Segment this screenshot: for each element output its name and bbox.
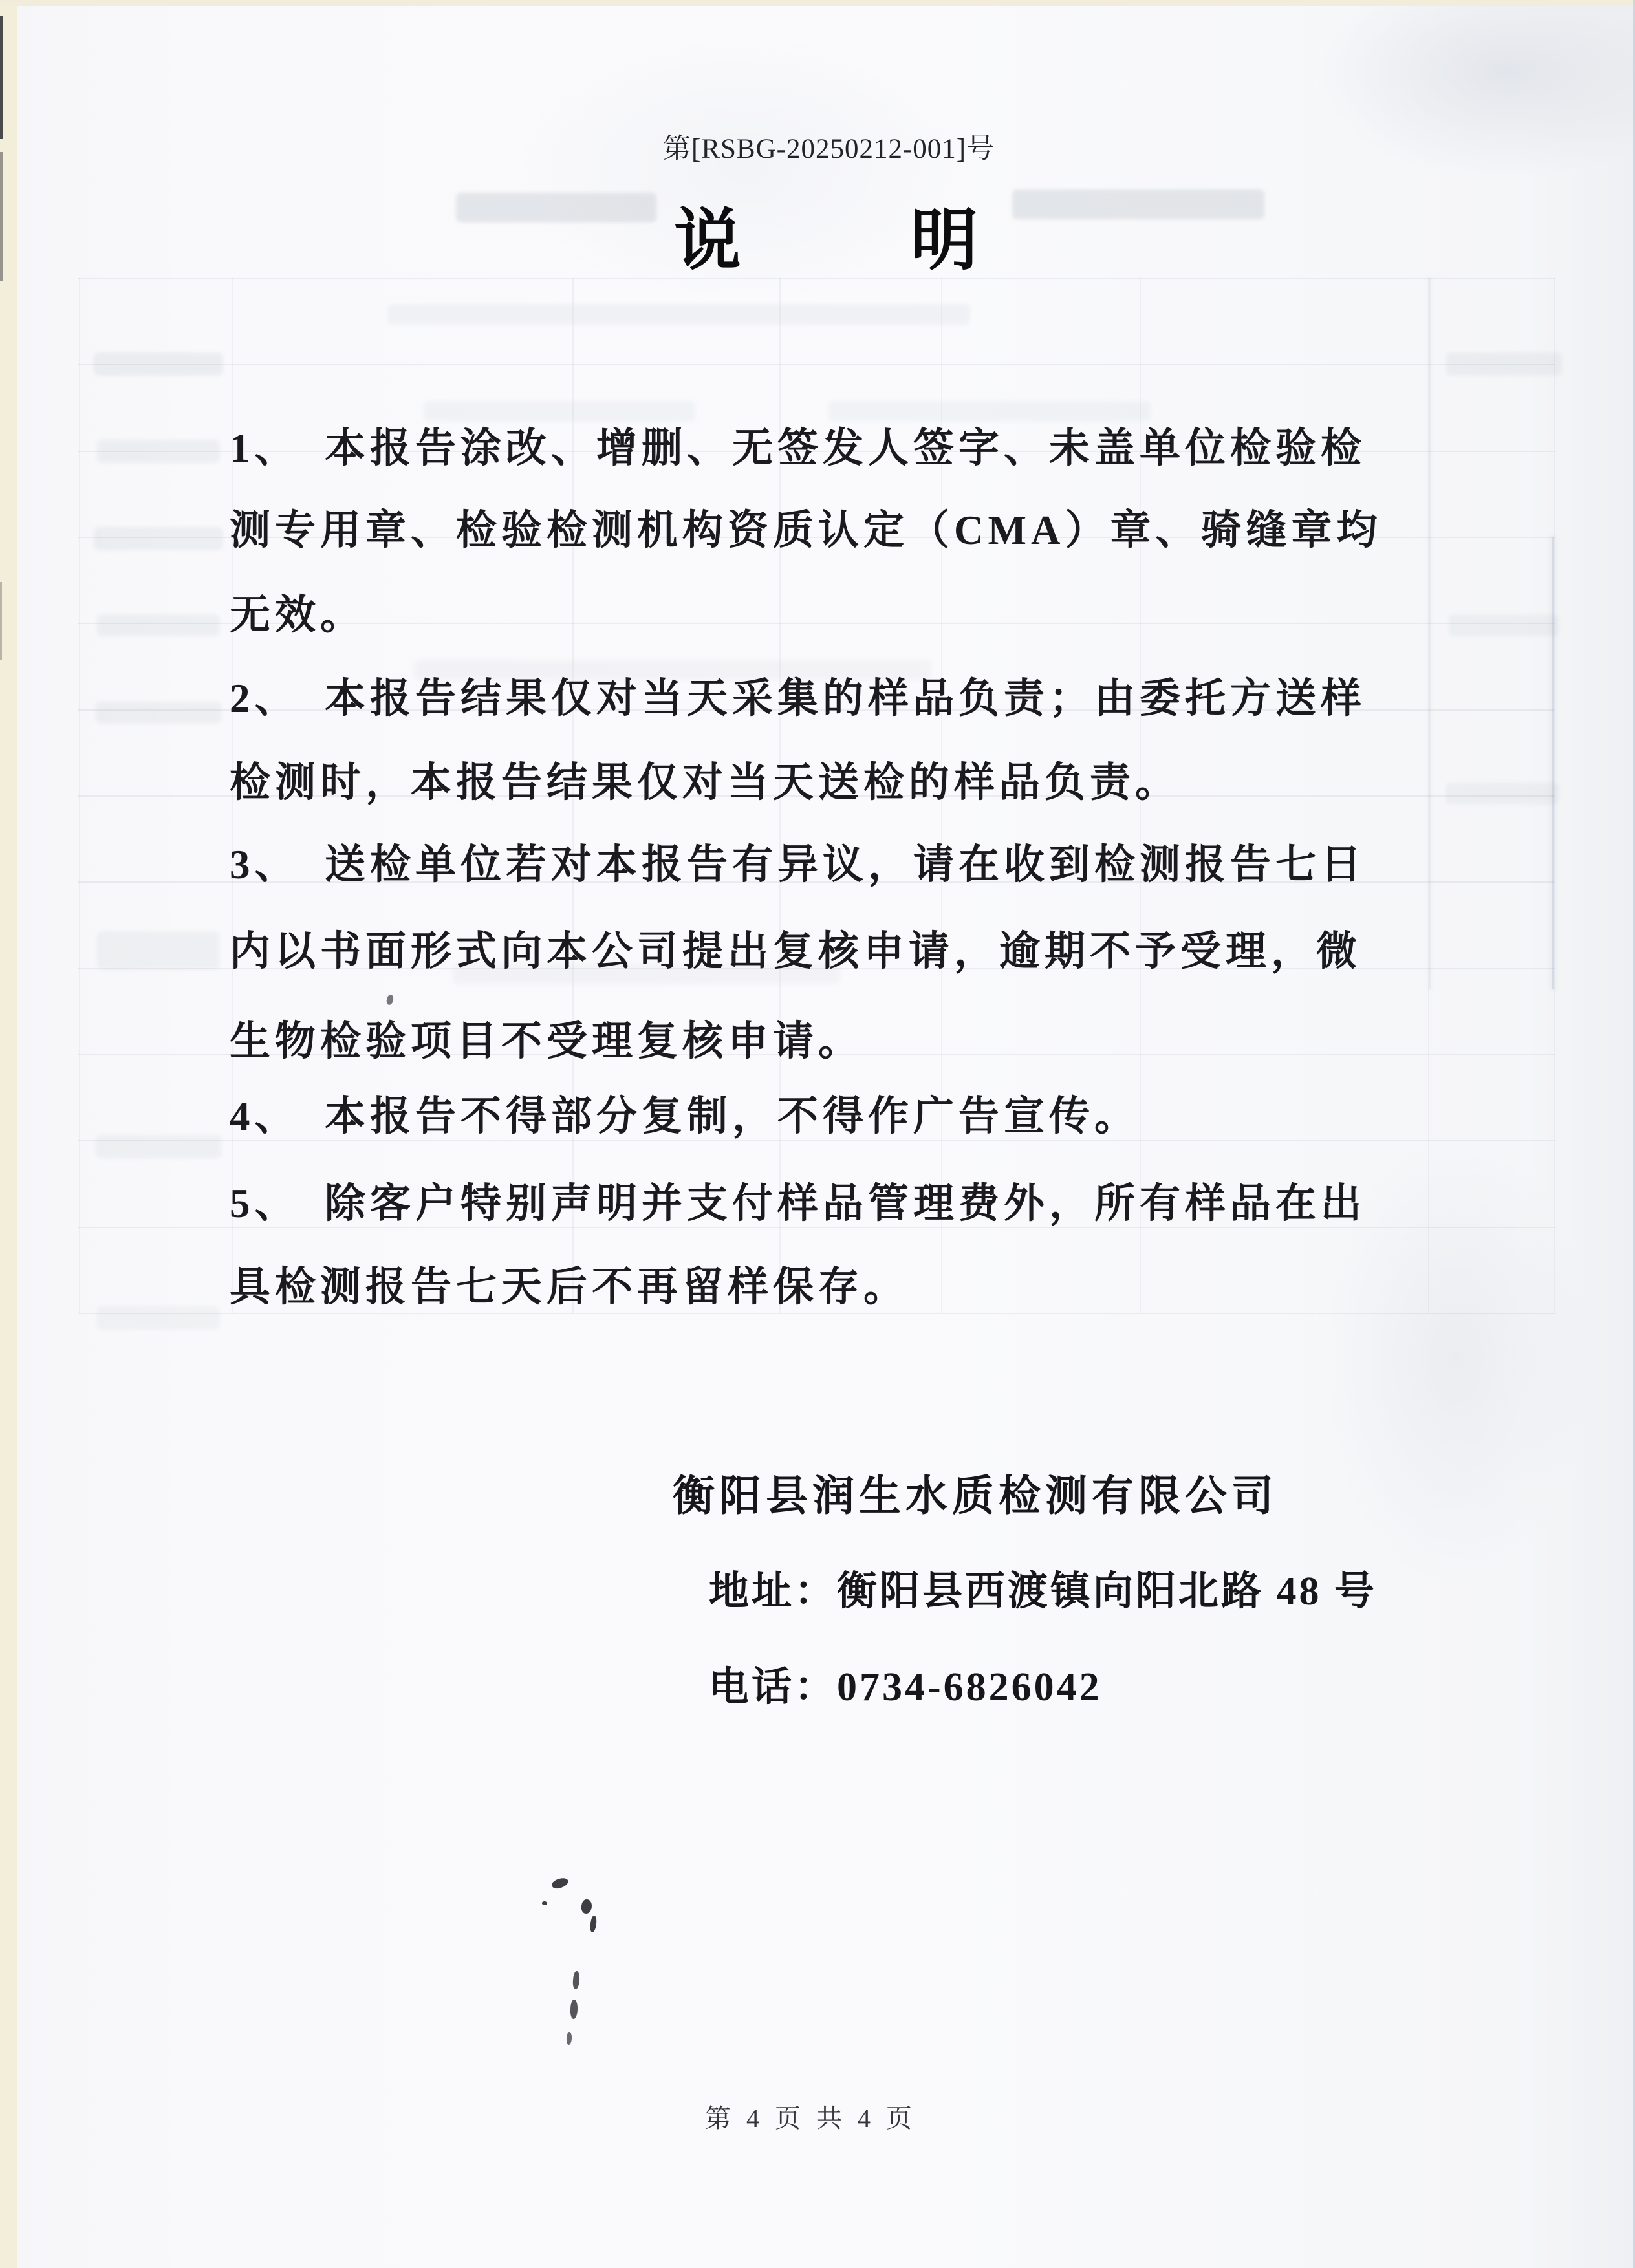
notice-line: 无效。 — [230, 592, 365, 638]
notice-line: 测专用章、检验检测机构资质认定（CMA）章、骑缝章均 — [230, 508, 1382, 553]
company-address: 地址：衡阳县西渡镇向阳北路 48 号 — [709, 1570, 1378, 1614]
notice-line: 4、 本报告不得部分复制，不得作广告宣传。 — [230, 1094, 1140, 1139]
paper-crease — [1552, 537, 1554, 989]
notice-line: 2、 本报告结果仅对当天采集的样品负责；由委托方送样 — [230, 676, 1366, 721]
notice-line: 1、 本报告涂改、增删、无签发人签字、未盖单位检验检 — [230, 426, 1366, 471]
page-number-indicator: 第 4 页 共 4 页 — [705, 2104, 916, 2133]
paper-crease — [1429, 278, 1431, 989]
notice-line: 检测时，本报告结果仅对当天送检的样品负责。 — [230, 760, 1180, 805]
notice-line: 生物检验项目不受理复核申请。 — [230, 1019, 863, 1064]
scan-edge-mark — [0, 152, 3, 281]
scan-edge-left — [0, 0, 17, 2268]
scan-edge-mark — [0, 16, 3, 139]
notice-line: 3、 送检单位若对本报告有异议，请在收到检测报告七日 — [230, 842, 1366, 887]
scan-edge-mark — [0, 582, 2, 660]
notice-line: 内以书面形式向本公司提出复核申请，逾期不予受理，微 — [230, 929, 1361, 974]
scan-edge-top — [0, 0, 1635, 6]
page-title: 说 明 — [674, 204, 990, 278]
notice-line: 5、 除客户特别声明并支付样品管理费外，所有样品在出 — [230, 1181, 1366, 1226]
notice-line: 具检测报告七天后不再留样保存。 — [230, 1264, 909, 1310]
company-name: 衡阳县润生水质检测有限公司 — [673, 1473, 1279, 1520]
company-phone: 电话：0734-6826042 — [709, 1665, 1102, 1709]
report-number: 第[RSBG-20250212-001]号 — [663, 134, 995, 164]
